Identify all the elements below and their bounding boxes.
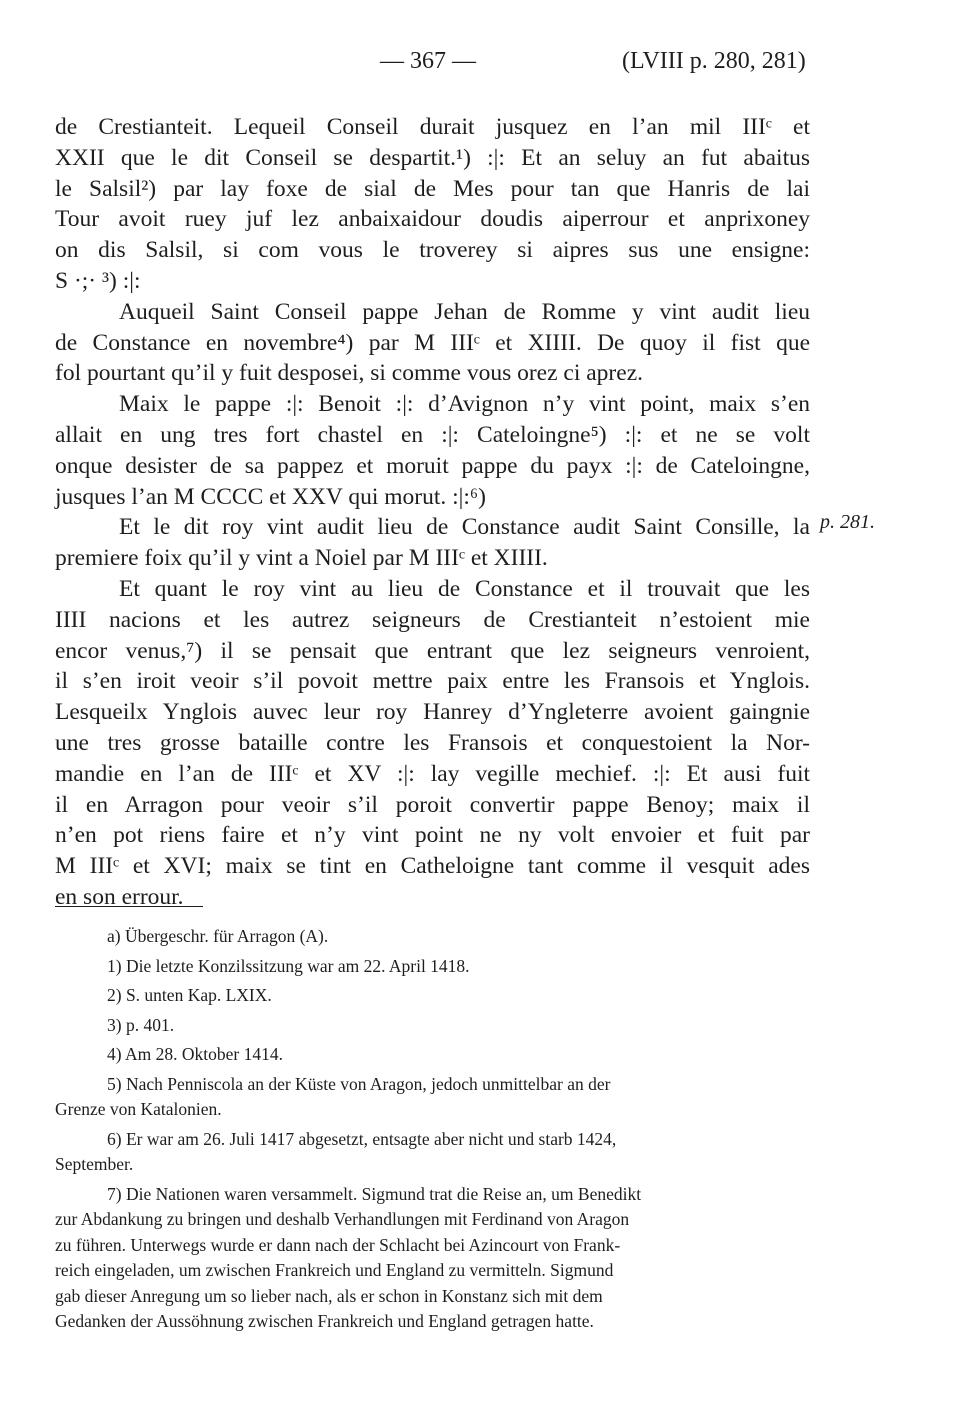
margin-page-reference: p. 281. <box>820 511 875 533</box>
text-line: une tres grosse bataille contre les Fransois et conquestoient la Nor- <box>55 729 810 756</box>
footnote: 3) p. 401. <box>107 1014 175 1035</box>
text-line: on dis Salsil, si com vous le troverey si aipres sus une ensigne: <box>55 237 810 264</box>
text-line: n’en pot riens faire et n’y vint point ne ny volt envoier et fuit par <box>55 822 810 849</box>
text-line: encor venus,⁷) il se pensait que entrant que lez seigneurs venroient, <box>55 637 810 664</box>
footnote-line: zur Abdankung zu bringen und deshalb Verhandlungen mit Ferdinand von Aragon <box>55 1209 630 1229</box>
text-line: le Salsil²) par lay foxe de sial de Mes pour tan que Hanris de lai <box>55 175 810 202</box>
text-line: premiere foix qu’il y vint a Noiel par M IIIᶜ et XIIII. <box>55 545 548 572</box>
footnote-divider <box>55 906 203 907</box>
footnote-line: 7) Die Nationen waren versammelt. Sigmund trat die Reise an, um Benedikt <box>107 1183 642 1204</box>
footnote: 1) Die letzte Konzilssitzung war am 22. April 1418. <box>107 955 470 976</box>
footnote-line: zu führen. Unterwegs wurde er dann nach der Schlacht bei Azincourt von Frank- <box>55 1234 621 1255</box>
text-line: onque desister de sa pappez et moruit pappe du payx :|: de Cateloingne, <box>55 452 810 479</box>
text-line: il s’en iroit veoir s’il povoit mettre paix entre les Fransois et Ynglois. <box>55 668 810 695</box>
text-line: Et le dit roy vint audit lieu de Constance audit Saint Consille, la <box>119 514 810 541</box>
text-line: S ·;· ³) :|: <box>55 267 141 294</box>
text-line: Auqueil Saint Conseil pappe Jehan de Romme y vint audit lieu <box>119 298 810 325</box>
text-line: fol pourtant qu’il y fuit desposei, si comme vous orez ci aprez. <box>55 360 643 387</box>
text-line: jusques l’an M CCCC et XXV qui morut. :|:⁶) <box>55 483 486 510</box>
text-line: mandie en l’an de IIIᶜ et XV :|: lay vegille mechief. :|: Et ausi fuit <box>55 760 810 787</box>
text-line: Maix le pappe :|: Benoit :|: d’Avignon n’y vint point, maix s’en <box>119 391 810 418</box>
footnote-line: Grenze von Katalonien. <box>55 1099 222 1119</box>
footnote <box>55 1182 795 1335</box>
page-number: — 367 — <box>380 48 476 74</box>
text-line: de Crestianteit. Lequeil Conseil durait jusquez en l’an mil IIIᶜ et <box>55 114 810 140</box>
footnote: a) Übergeschr. für Arragon (A). <box>107 926 329 946</box>
footnote-line: 6) Er war am 26. Juli 1417 abgesetzt, entsagte aber nicht und starb 1424, <box>107 1128 617 1149</box>
footnote-line: 5) Nach Penniscola an der Küste von Aragon, jedoch unmittelbar an der <box>107 1073 611 1094</box>
footnote <box>55 1072 795 1123</box>
text-line: Et quant le roy vint au lieu de Constance et il trouvait que les <box>119 575 810 602</box>
footnote: 2) S. unten Kap. LXIX. <box>107 985 272 1005</box>
page-header <box>0 48 960 84</box>
footnotes <box>55 924 795 1339</box>
text-line: de Constance en novembre⁴) par M IIIᶜ et XIIII. De quoy il fist que <box>55 329 810 356</box>
text-line: XXII que le dit Conseil se despartit.¹) :|: Et an seluy an fut abaitus <box>55 144 810 171</box>
footnote-line: gab dieser Anregung um so lieber nach, als er schon in Konstanz sich mit dem <box>55 1285 603 1306</box>
footnote-line: Gedanken der Aussöhnung zwischen Frankreich und England getragen hatte. <box>55 1311 594 1331</box>
footnote-line: September. <box>55 1154 134 1174</box>
footnote: 4) Am 28. Oktober 1414. <box>107 1044 283 1064</box>
text-line: Lesqueilx Ynglois auvec leur roy Hanrey d’Yngleterre avoient gaingnie <box>55 699 810 726</box>
text-line: M IIIᶜ et XVI; maix se tint en Catheloigne tant comme il vesquit ades <box>55 853 810 880</box>
text-line: allait en ung tres fort chastel en :|: Cateloingne⁵) :|: et ne se volt <box>55 421 810 448</box>
text-line: IIII nacions et les autrez seigneurs de Crestianteit n’estoient mie <box>55 606 810 633</box>
footnote <box>55 1127 795 1178</box>
text-line: Tour avoit ruey juf lez anbaixaidour doudis aiperrour et anprixoney <box>55 206 810 233</box>
footnote-line: reich eingeladen, um zwischen Frankreich und England zu vermitteln. Sigmund <box>55 1260 614 1280</box>
page-reference: (LVIII p. 280, 281) <box>622 48 806 74</box>
text-line: il en Arragon pour veoir s’il poroit convertir pappe Benoy; maix il <box>55 791 810 818</box>
main-text <box>55 112 810 913</box>
text-line: en son errour. <box>55 883 184 910</box>
